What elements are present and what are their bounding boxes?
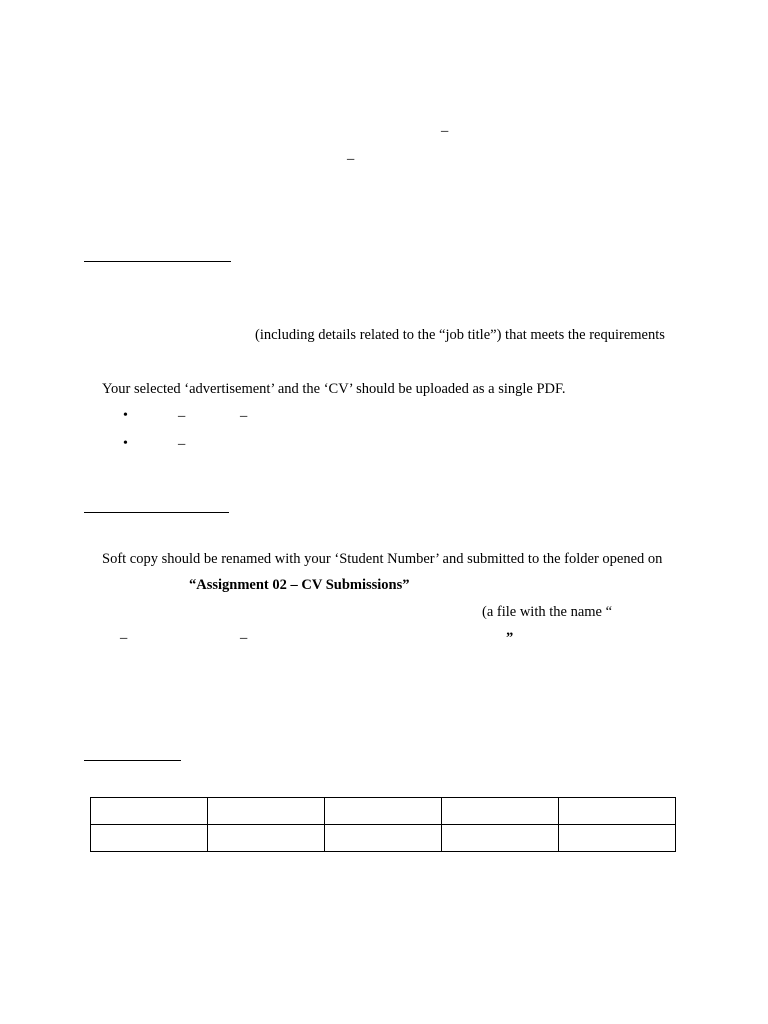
file-name-dash: –	[240, 630, 248, 646]
table-cell	[442, 798, 559, 825]
table-cell	[325, 825, 442, 852]
bullet-dash: –	[240, 408, 248, 424]
table-cell	[208, 798, 325, 825]
upload-instruction-text: Your selected ‘advertisement’ and the ‘CV’ should be uploaded as a single PDF.	[102, 381, 566, 397]
section-heading-underline	[84, 760, 181, 761]
header-dash: –	[347, 151, 355, 167]
folder-name-text: “Assignment 02 – CV Submissions”	[189, 577, 410, 593]
table-row	[91, 825, 676, 852]
bullet-dash: –	[178, 436, 186, 452]
table-cell	[91, 798, 208, 825]
table-row	[91, 798, 676, 825]
closing-quote: ”	[506, 630, 514, 646]
table-cell	[91, 825, 208, 852]
bullet-dash: –	[178, 408, 186, 424]
section-heading-underline	[84, 261, 231, 262]
requirements-text: (including details related to the “job title”) that meets the requirements	[255, 327, 665, 343]
file-name-dash: –	[120, 630, 128, 646]
file-name-note: (a file with the name “	[482, 604, 613, 620]
table-cell	[325, 798, 442, 825]
table-cell	[559, 825, 676, 852]
bullet-marker: •	[123, 436, 128, 451]
table-cell	[559, 798, 676, 825]
marks-table	[90, 797, 676, 852]
submission-instruction-text: Soft copy should be renamed with your ‘Student Number’ and submitted to the folder opened on	[102, 551, 663, 567]
bullet-marker: •	[123, 408, 128, 423]
table-cell	[208, 825, 325, 852]
section-heading-underline	[84, 512, 229, 513]
table-cell	[442, 825, 559, 852]
header-dash: –	[441, 123, 449, 139]
